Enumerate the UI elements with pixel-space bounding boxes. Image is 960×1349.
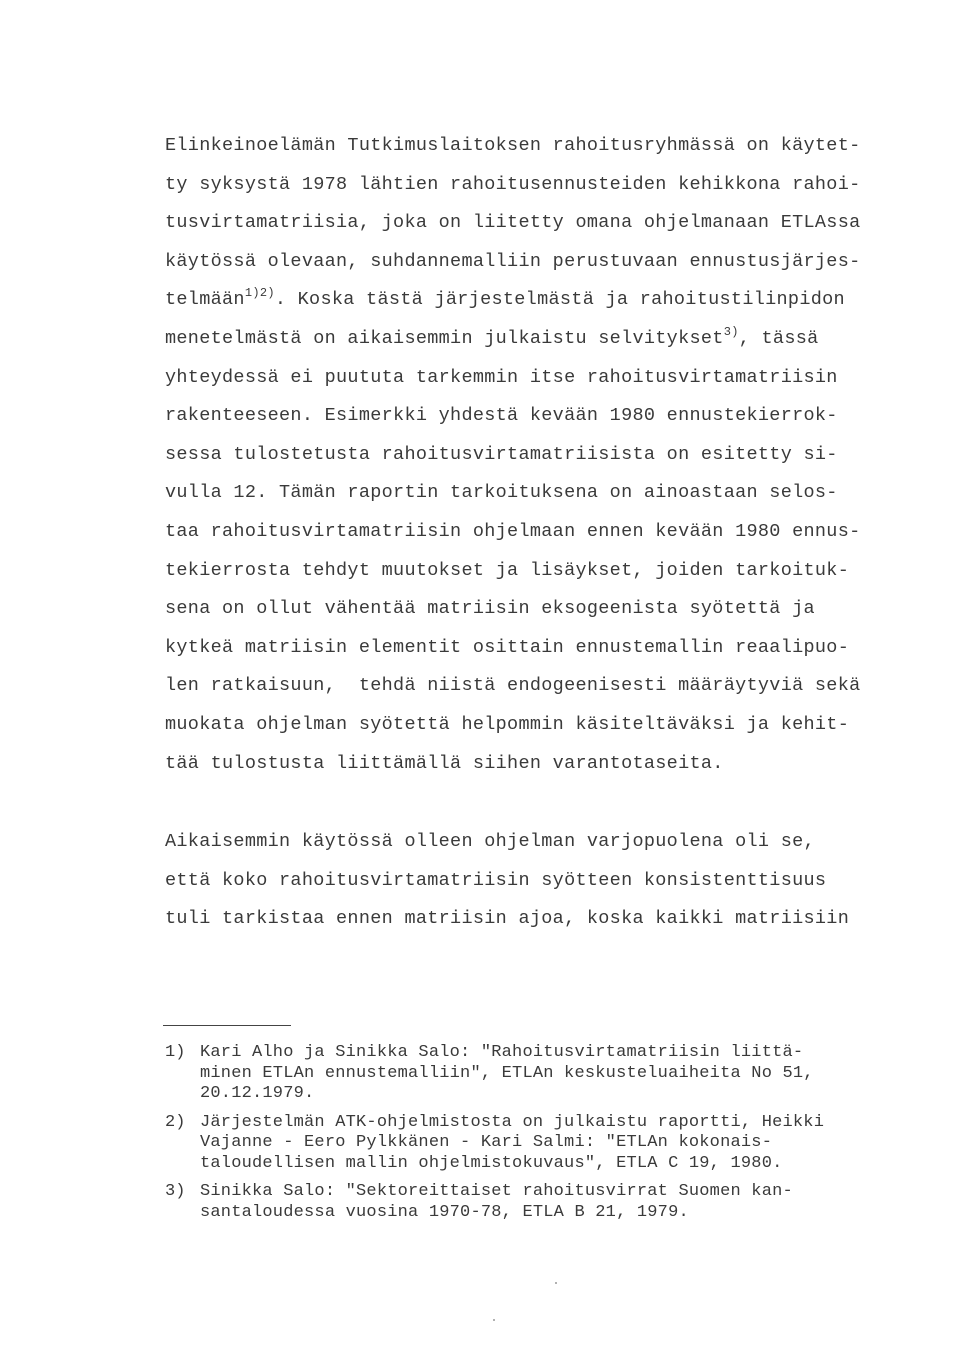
text-line: muokata ohjelman syötettä helpommin käsiteltäväksi ja kehit-: [165, 713, 850, 735]
text-fragment: . Koska tästä järjestelmästä ja rahoitustilinpidon: [274, 289, 845, 311]
footnote-line: Kari Alho ja Sinikka Salo: "Rahoitusvirtamatriisin liittä-: [200, 1043, 804, 1062]
footnote-line: Järjestelmän ATK-ohjelmistosta on julkaistu raportti, Heikki: [200, 1112, 825, 1132]
text-line: kytkeä matriisin elementit osittain ennustemallin reaalipuo-: [165, 636, 850, 658]
footnotes: [165, 1043, 895, 1231]
text-fragment: menetelmästä on aikaisemmin julkaistu selvitykset: [165, 327, 724, 349]
footnote-number: 1): [165, 1043, 186, 1062]
footnote-reference: 1)2): [244, 286, 275, 301]
text-line: Elinkeinoelämän Tutkimuslaitoksen rahoitusryhmässä on käytet-: [165, 135, 861, 156]
footnote-line: 20.12.1979.: [200, 1084, 315, 1103]
text-line: käytössä olevaan, suhdannemalliin perustuvaan ennustusjärjes-: [165, 250, 861, 272]
footnote-number: 3): [165, 1182, 186, 1201]
text-line: taa rahoitusvirtamatriisin ohjelmaan ennen kevään 1980 ennus-: [165, 520, 861, 542]
footnote-number: 2): [165, 1112, 186, 1132]
text-line: yhteydessä ei puututa tarkemmin itse rahoitusvirtamatriisin: [165, 366, 838, 388]
text-line-with-footnote-ref: [165, 320, 885, 359]
text-fragment: telmään: [165, 289, 245, 311]
text-line: Aikaisemmin käytössä olleen ohjelman varjopuolena oli se,: [165, 831, 815, 852]
text-line: len ratkaisuun, tehdä niistä endogeenisesti määräytyviä sekä: [165, 675, 861, 697]
text-line: tusvirtamatriisia, joka on liitetty omana ohjelmanaan ETLAssa: [165, 212, 861, 234]
text-line: rakenteeseen. Esimerkki yhdestä kevään 1980 ennustekierrok-: [165, 405, 838, 427]
footnote-line: minen ETLAn ennustemalliin", ETLAn keskusteluaiheita No 51,: [200, 1063, 814, 1083]
scan-speck: [493, 1319, 495, 1321]
footnote-2: [165, 1113, 895, 1175]
text-line: että koko rahoitusvirtamatriisin syötteen konsistenttisuus: [165, 869, 827, 891]
footnote-3: [165, 1182, 895, 1223]
paragraph-drawback: [165, 823, 885, 939]
text-line-with-footnote-ref: [165, 281, 885, 320]
footnote-line: santaloudessa vuosina 1970-78, ETLA B 21, 1979.: [200, 1202, 689, 1222]
footnote-line: Vajanne - Eero Pylkkänen - Kari Salmi: "ETLAn kokonais-: [200, 1133, 773, 1152]
text-line: tää tulostusta liittämällä siihen varantotaseita.: [165, 752, 724, 774]
paragraph-intro: [165, 127, 885, 783]
footnote-1: [165, 1043, 895, 1105]
text-line: sena on ollut vähentää matriisin eksogeenista syötettä ja: [165, 598, 815, 620]
text-line: tekierrosta tehdyt muutokset ja lisäykset, joiden tarkoituk-: [165, 559, 850, 581]
footnote-separator: [163, 1025, 291, 1026]
text-line: vulla 12. Tämän raportin tarkoituksena on ainoastaan selos-: [165, 482, 838, 504]
text-line: tuli tarkistaa ennen matriisin ajoa, koska kaikki matriisiin: [165, 908, 850, 930]
scan-speck: [555, 1282, 557, 1284]
footnote-reference: 3): [723, 324, 739, 339]
text-fragment: , tässä: [738, 327, 819, 349]
footnote-line: Sinikka Salo: "Sektoreittaiset rahoitusvirrat Suomen kan-: [200, 1182, 793, 1201]
text-line: ty syksystä 1978 lähtien rahoitusennusteiden kehikkona rahoi-: [165, 173, 861, 195]
footnote-line: taloudellisen mallin ohjelmistokuvaus", ETLA C 19, 1980.: [200, 1153, 783, 1173]
text-line: sessa tulostetusta rahoitusvirtamatriisista on esitetty si-: [165, 443, 838, 465]
